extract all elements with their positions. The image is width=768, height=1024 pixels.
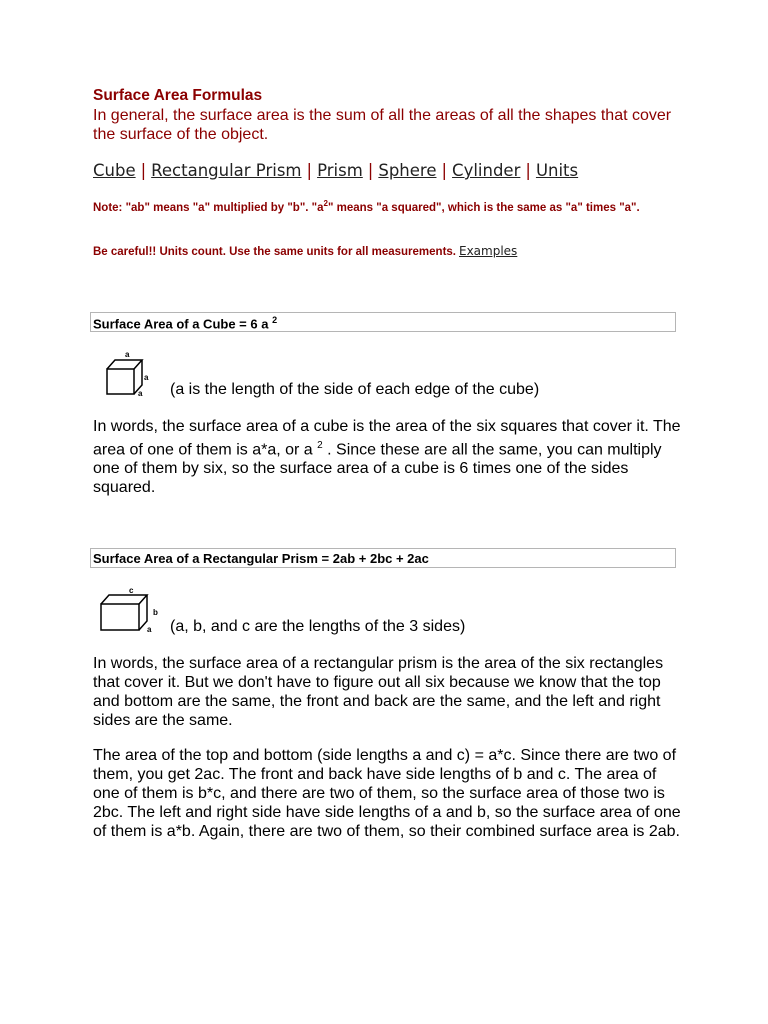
nav-link-prism[interactable]: Prism [317, 161, 363, 180]
cube-label-top: a [125, 350, 130, 359]
careful-text: Be careful!! Units count. Use the same units for all measurements. [93, 246, 456, 258]
nav-separator: | [306, 161, 313, 180]
cube-formula-superscript: 2 [272, 315, 278, 325]
rect-prism-explanation-2: The area of the top and bottom (side lengths a and c) = a*c. Since there are two of them, you get 2ac. The front and back have side lengths of b and c. The area of one of them is b*c, and there are two of them, so the surface area of those two is 2bc. The left and right side have side lengths of a and b, so the surface area of one of them is a*b. Again, there are two of them, so their combined surface area is 2ab. [93, 747, 681, 840]
note-part-1: Note: "ab" means "a" multiplied by "b". "a [93, 201, 324, 214]
prism-label-bottom: a [147, 625, 152, 634]
note-superscript: 2 [323, 199, 328, 208]
nav-link-units[interactable]: Units [535, 161, 579, 180]
cube-explanation-part-2: . Since these are all the same, you can multiply one of them by six, so the surface area of a cube is 6 times one of the sides squared. [93, 441, 662, 497]
nav-link-rectangular-prism[interactable]: Rectangular Prism [151, 161, 302, 180]
nav-separator: | [140, 161, 147, 180]
note-text [93, 197, 673, 215]
cube-formula: Surface Area of a Cube = 6 a [93, 316, 269, 332]
rect-prism-formula: Surface Area of a Rectangular Prism = 2ab + 2bc + 2ac [93, 551, 429, 566]
cube-explanation-superscript: 2 [317, 440, 323, 451]
nav-link-cube[interactable]: Cube [93, 161, 136, 180]
cube-label-bottom: a [138, 389, 143, 398]
nav-link-sphere[interactable]: Sphere [378, 161, 437, 180]
cube-figure-caption: (a is the length of the side of each edge of the cube) [170, 381, 540, 398]
cube-formula-box [90, 312, 676, 332]
prism-front-face [101, 604, 139, 630]
nav-separator: | [367, 161, 374, 180]
cube-top-face [107, 360, 142, 369]
cube-label-side: a [144, 373, 149, 382]
cube-diagram [98, 348, 158, 400]
rect-prism-formula-box [90, 548, 676, 568]
prism-label-top: c [129, 586, 134, 595]
cube-explanation [93, 417, 683, 497]
nav-separator: | [525, 161, 531, 180]
careful-note [93, 244, 517, 258]
examples-link[interactable]: Examples [459, 244, 518, 258]
rect-prism-figure-caption: (a, b, and c are the lengths of the 3 sides) [170, 618, 466, 635]
rect-prism-diagram [96, 584, 166, 636]
prism-label-side: b [153, 608, 158, 617]
nav-link-cylinder[interactable]: Cylinder [452, 161, 521, 180]
note-part-2: " means "a squared", which is the same as "a" times "a". [327, 201, 640, 214]
cube-explanation-part-1: In words, the surface area of a cube is the area of the six squares that cover it. The area of one of them is a*a, or a [93, 418, 681, 459]
cube-front-face [107, 369, 134, 394]
prism-top-face [101, 595, 147, 604]
intro-text: In general, the surface area is the sum of all the areas of all the shapes that cover the surface of the object. [93, 107, 672, 143]
page-title: Surface Area Formulas [93, 87, 263, 104]
topic-nav [93, 161, 578, 180]
nav-separator: | [441, 161, 448, 180]
rect-prism-explanation-1: In words, the surface area of a rectangular prism is the area of the six rectangles that cover it. But we don't have to figure out all six because we know that the top and bottom are the same, the front and back are the same, and the left and right sides are the same. [93, 655, 664, 729]
